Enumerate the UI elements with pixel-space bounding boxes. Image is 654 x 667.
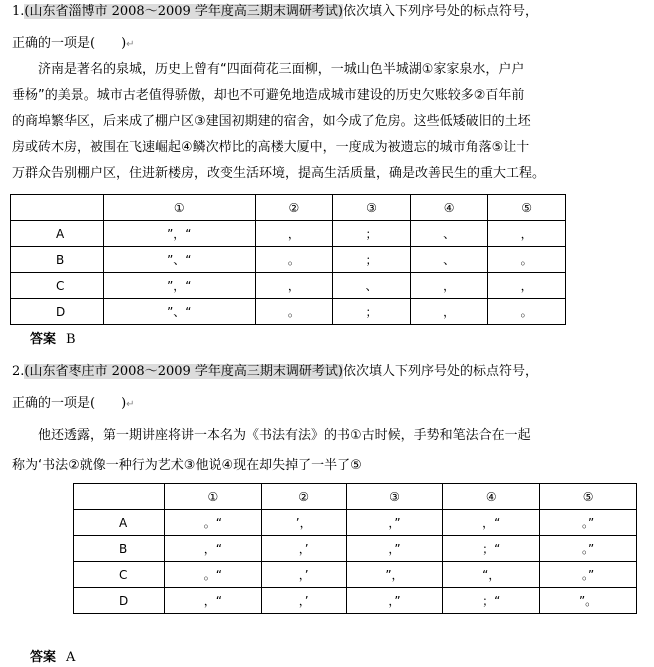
q2-options-table bbox=[73, 483, 637, 614]
table-cell: 。” bbox=[540, 536, 637, 562]
table-cell: ④ bbox=[410, 195, 488, 221]
table-cell: ④ bbox=[443, 484, 540, 510]
table-row bbox=[74, 536, 637, 562]
table-cell: ； bbox=[333, 247, 411, 273]
table-cell: ③ bbox=[333, 195, 411, 221]
q2-stem-line2 bbox=[12, 394, 135, 415]
table-cell: ， bbox=[488, 273, 566, 299]
table-cell: ② bbox=[261, 484, 346, 510]
table-cell: 、 bbox=[410, 247, 488, 273]
table-header-row bbox=[11, 195, 566, 221]
table-cell bbox=[74, 484, 165, 510]
table-cell: ”。 bbox=[540, 588, 637, 614]
table-cell: ⑤ bbox=[540, 484, 637, 510]
table-row bbox=[11, 221, 566, 247]
q1-header bbox=[12, 2, 538, 22]
q2-passage-line-2: 称为‘书法②就像一种行为艺术③他说④现在却失掉了一半了⑤ bbox=[12, 458, 362, 473]
table-cell: 。“ bbox=[165, 562, 262, 588]
table-cell: ； bbox=[333, 221, 411, 247]
table-header-row bbox=[74, 484, 637, 510]
table-cell: ”， bbox=[346, 562, 443, 588]
answer-value: B bbox=[66, 332, 76, 347]
q2-passage-line-1: 他还透露，第一期讲座将讲一本名为《书法有法》的书①古时候，手势和笔法合在一起 bbox=[38, 428, 531, 443]
q1-answer bbox=[30, 328, 76, 347]
q1-stem-line2 bbox=[12, 34, 135, 55]
table-cell: ，” bbox=[346, 536, 443, 562]
answer-value: A bbox=[66, 650, 76, 665]
table-cell bbox=[11, 195, 104, 221]
table-cell: 、 bbox=[410, 221, 488, 247]
table-cell: ① bbox=[165, 484, 262, 510]
table-cell: 。” bbox=[540, 562, 637, 588]
table-cell: ，’ bbox=[261, 536, 346, 562]
q1-number: 1. bbox=[12, 4, 25, 19]
option-label: B bbox=[74, 536, 165, 562]
table-cell: ”，“ bbox=[104, 273, 256, 299]
q1-passage-line-2: 垂杨”的美景。城市古老值得骄傲，却也不可避免地造成城市建设的历史欠账较多②百年前 bbox=[12, 88, 525, 103]
table-cell: ，” bbox=[346, 510, 443, 536]
option-label: B bbox=[11, 247, 104, 273]
q1-passage-line-3: 的商埠繁华区，后来成了棚户区③建国初期建的宿舍，如今成了危房。这些低矮破旧的土坯 bbox=[12, 114, 531, 129]
table-cell: “， bbox=[443, 562, 540, 588]
table-cell: 、 bbox=[333, 273, 411, 299]
q2-source: (山东省枣庄市 2008～2009 学年度高三期末调研考试) bbox=[24, 364, 343, 379]
table-cell: ，“ bbox=[165, 536, 262, 562]
paragraph-mark-icon: ↵ bbox=[126, 39, 135, 50]
q1-options-table bbox=[10, 194, 566, 325]
table-cell: ”、“ bbox=[104, 299, 256, 325]
table-cell: 。 bbox=[488, 247, 566, 273]
q2-answer bbox=[30, 646, 75, 665]
table-cell: 。 bbox=[488, 299, 566, 325]
q1-passage-line-5: 万群众告别棚户区，住进新楼房，改变生活环境，提高生活质量，确是改善民生的重大工程。 bbox=[12, 166, 546, 181]
table-cell: ”，“ bbox=[104, 221, 256, 247]
table-row bbox=[74, 588, 637, 614]
q2-header bbox=[12, 362, 538, 382]
paragraph-mark-icon: ↵ bbox=[126, 399, 135, 410]
table-cell: ；“ bbox=[443, 588, 540, 614]
q1-stem2: 正确的一项是( ) bbox=[12, 36, 127, 51]
table-row bbox=[74, 510, 637, 536]
q2-stem: 依次填人下列序号处的标点符号， bbox=[342, 364, 538, 379]
table-row bbox=[11, 299, 566, 325]
table-cell: 。” bbox=[540, 510, 637, 536]
table-cell: ， bbox=[410, 273, 488, 299]
table-cell: 。“ bbox=[165, 510, 262, 536]
table-cell: ② bbox=[255, 195, 333, 221]
table-cell: ， bbox=[410, 299, 488, 325]
answer-label: 答案 bbox=[30, 332, 57, 347]
option-label: A bbox=[74, 510, 165, 536]
table-cell: ’， bbox=[261, 510, 346, 536]
q2-stem2: 正确的一项是( ) bbox=[12, 396, 127, 411]
option-label: D bbox=[74, 588, 165, 614]
table-row bbox=[74, 562, 637, 588]
table-cell: ， bbox=[255, 273, 333, 299]
table-cell: ，’ bbox=[261, 562, 346, 588]
q1-passage-line-1: 济南是著名的泉城，历史上曾有“四面荷花三面柳，一城山色半城湖①家家泉水，户户 bbox=[38, 62, 525, 77]
table-cell: ”、“ bbox=[104, 247, 256, 273]
table-cell: ，“ bbox=[165, 588, 262, 614]
table-cell: ⑤ bbox=[488, 195, 566, 221]
q1-stem: 依次填入下列序号处的标点符号， bbox=[342, 4, 538, 19]
table-cell: ， bbox=[488, 221, 566, 247]
table-row bbox=[11, 273, 566, 299]
option-label: A bbox=[11, 221, 104, 247]
table-cell: ， bbox=[255, 221, 333, 247]
table-cell: ，” bbox=[346, 588, 443, 614]
answer-label: 答案 bbox=[30, 650, 57, 665]
table-cell: 。 bbox=[255, 247, 333, 273]
table-cell: ① bbox=[104, 195, 256, 221]
q2-number: 2. bbox=[12, 364, 25, 379]
option-label: C bbox=[11, 273, 104, 299]
q1-passage-line-4: 房或砖木房，被围在飞速崛起④鳞次栉比的高楼大厦中，一度成为被遗忘的城市角落⑤让十 bbox=[12, 140, 530, 155]
option-label: D bbox=[11, 299, 104, 325]
table-cell: ；“ bbox=[443, 536, 540, 562]
q1-source: (山东省淄博市 2008～2009 学年度高三期末调研考试) bbox=[24, 4, 343, 19]
table-cell: ③ bbox=[346, 484, 443, 510]
table-cell: ，“ bbox=[443, 510, 540, 536]
table-row bbox=[11, 247, 566, 273]
table-cell: ； bbox=[333, 299, 411, 325]
table-cell: ，’ bbox=[261, 588, 346, 614]
option-label: C bbox=[74, 562, 165, 588]
table-cell: 。 bbox=[255, 299, 333, 325]
